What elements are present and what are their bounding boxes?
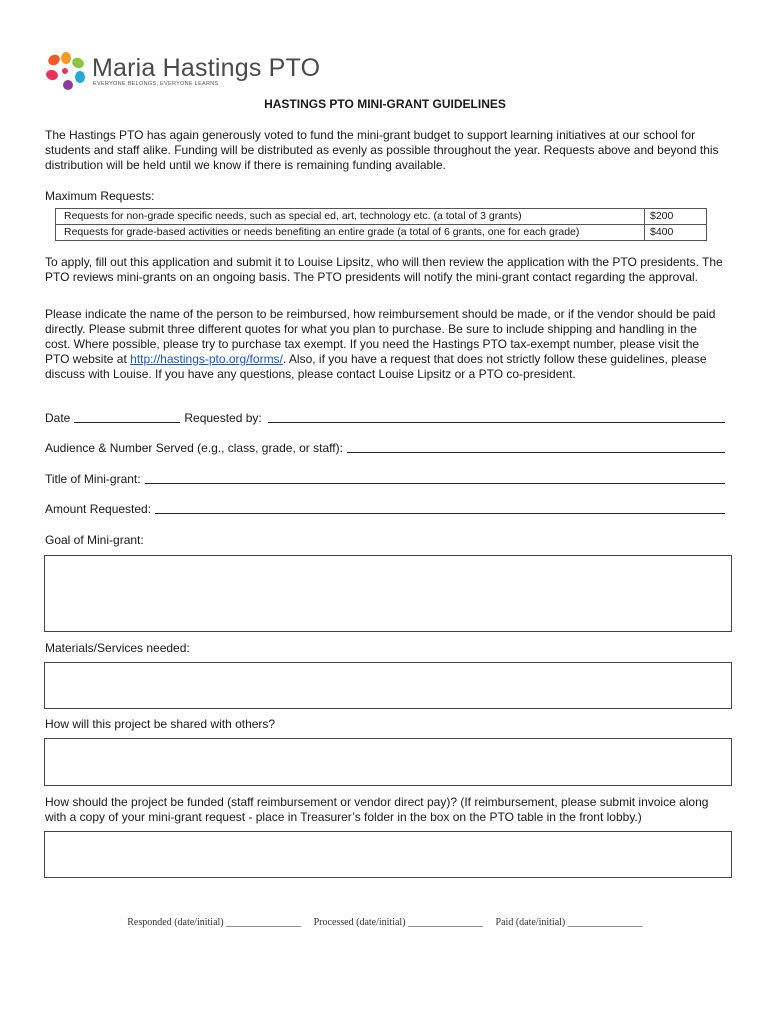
pto-forms-link[interactable]: http://hastings-pto.org/forms/ xyxy=(130,352,283,366)
org-tagline: EVERYONE BELONGS, EVERYONE LEARNS xyxy=(93,81,219,87)
requested-by-field[interactable] xyxy=(268,421,725,423)
grant-title-field[interactable] xyxy=(145,482,725,484)
requested-by-label: Requested by: xyxy=(184,411,262,425)
request-amount: $200 xyxy=(645,209,707,225)
intro-paragraph: The Hastings PTO has again generously voted to fund the mini-grant budget to support learning initiatives at our school for students and staff alike. Funding will be distributed as evenly as possible throughout the year. Requests above and beyond this distribution will be held until we know if there is remaining funding available. xyxy=(45,128,719,172)
shared-label: How will this project be shared with others? xyxy=(45,717,276,731)
instructions-text: Please indicate the name of the person to be reimbursed, how reimbursement should be made, or if the vendor should be paid directly. Please submit three different quotes for what you plan to purchase. Be sure to include shipping and handling in the cost. Where possible, please try to purchase tax exempt. If you need the Hastings PTO tax-exempt number, please visit the PTO website at xyxy=(45,307,716,366)
goal-textbox[interactable] xyxy=(44,555,732,632)
funded-label: How should the project be funded (staff reimbursement or vendor direct pay)? (If reimbursement, please submit invoice along with a copy of your mini-grant request - place in Treasurer’s folder in the box on the PTO table in the front lobby.) xyxy=(45,795,709,824)
title-row xyxy=(45,472,725,486)
goal-label: Goal of Mini-grant: xyxy=(45,533,144,547)
table-row xyxy=(56,225,707,241)
instructions-text-end: . Also, if you have a request that does not strictly follow these guidelines, please discuss with Louise. If you have any questions, please contact Louise Lipsitz or a PTO co-president. xyxy=(45,352,707,381)
responded-field: Responded (date/initial) _______________ xyxy=(127,917,302,928)
grant-title-label: Title of Mini-grant: xyxy=(45,472,141,486)
date-field[interactable] xyxy=(74,421,180,423)
amount-label: Amount Requested: xyxy=(45,502,152,516)
pto-logo-icon xyxy=(44,51,88,93)
apply-paragraph: To apply, fill out this application and submit it to Louise Lipsitz, who will then review the application with the PTO presidents. The PTO reviews mini-grants on an ongoing basis. The PTO presidents will notify the mini-grant contact regarding the approval. xyxy=(45,255,723,284)
audience-label: Audience & Number Served (e.g., class, grade, or staff): xyxy=(45,441,343,455)
request-description: Requests for non-grade specific needs, such as special ed, art, technology etc. (a total of 3 grants) xyxy=(56,209,645,225)
date-label: Date xyxy=(45,411,71,425)
shared-textbox[interactable] xyxy=(44,738,732,786)
max-requests-label: Maximum Requests: xyxy=(45,189,155,203)
table-row xyxy=(56,209,707,225)
org-name: Maria Hastings PTO xyxy=(92,54,321,82)
amount-row xyxy=(45,502,725,516)
page-title: HASTINGS PTO MINI-GRANT GUIDELINES xyxy=(264,97,506,111)
office-use-footer xyxy=(0,917,770,928)
paid-field: Paid (date/initial) _______________ xyxy=(495,917,643,928)
max-requests-table xyxy=(55,208,707,241)
funded-textbox[interactable] xyxy=(44,831,732,878)
date-row xyxy=(45,411,725,425)
instructions-paragraph xyxy=(45,307,725,382)
materials-label: Materials/Services needed: xyxy=(45,641,190,655)
request-description: Requests for grade-based activities or needs benefiting an entire grade (a total of 6 grants, one for each grade) xyxy=(56,225,645,241)
audience-row xyxy=(45,441,725,455)
audience-field[interactable] xyxy=(347,451,725,453)
amount-field[interactable] xyxy=(155,512,725,514)
materials-textbox[interactable] xyxy=(44,662,732,709)
request-amount: $400 xyxy=(645,225,707,241)
processed-field: Processed (date/initial) _______________ xyxy=(313,917,484,928)
